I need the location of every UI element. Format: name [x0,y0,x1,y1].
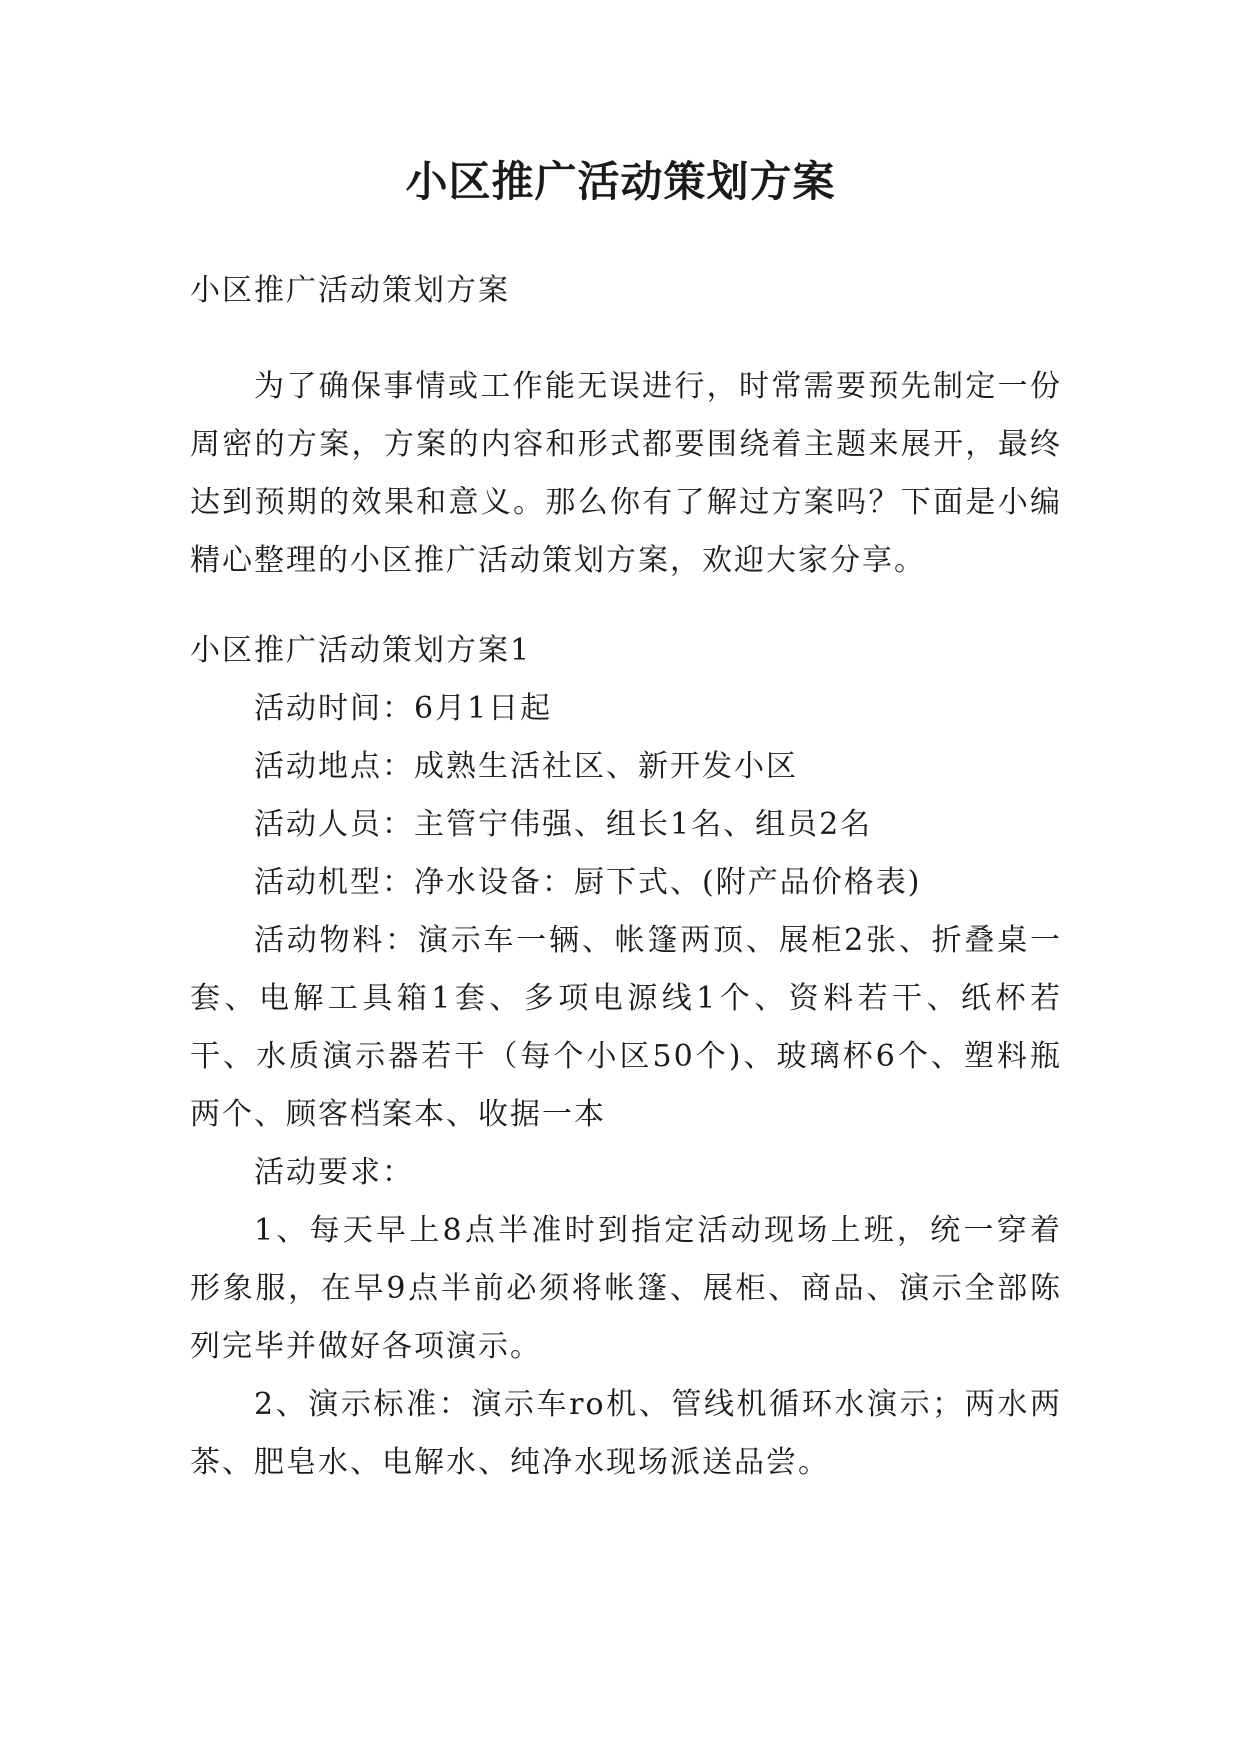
intro-block [190,358,1062,590]
document-title: 小区推广活动策划方案 [405,157,836,206]
item-activity-location: 活动地点：成熟生活社区、新开发小区 [254,749,798,784]
item-activity-staff: 活动人员：主管宁伟强、组长1名、组员2名 [254,807,873,842]
requirement-1: 1、每天早上8点半准时到指定活动现场上班，统一穿着形象服，在早9点半前必须将帐篷、展柜、商品、演示全部陈列完毕并做好各项演示。 [190,1213,1062,1364]
document-subtitle: 小区推广活动策划方案 [190,273,510,308]
document-subtitle-block [190,262,1062,320]
item-activity-requirements: 活动要求： [254,1155,414,1190]
intro-paragraph: 为了确保事情或工作能无误进行，时常需要预先制定一份周密的方案，方案的内容和形式都要围绕着主题来展开，最终达到预期的效果和意义。那么你有了解过方案吗？下面是小编精心整理的小区推广活动策划方案，欢迎大家分享。 [190,369,1062,578]
section-1 [190,622,1062,1492]
item-activity-models: 活动机型：净水设备：厨下式、(附产品价格表) [254,865,922,900]
requirement-2: 2、演示标准：演示车ro机、管线机循环水演示；两水两茶、肥皂水、电解水、纯净水现场派送品尝。 [190,1387,1062,1480]
section-heading: 小区推广活动策划方案1 [190,633,532,668]
item-activity-materials: 活动物料：演示车一辆、帐篷两顶、展柜2张、折叠桌一套、电解工具箱1套、多项电源线1个、资料若干、纸杯若干、水质演示器若干（每个小区50个)、玻璃杯6个、塑料瓶两个、顾客档案本、收据一本 [190,923,1062,1132]
item-activity-time: 活动时间：6月1日起 [254,691,553,726]
